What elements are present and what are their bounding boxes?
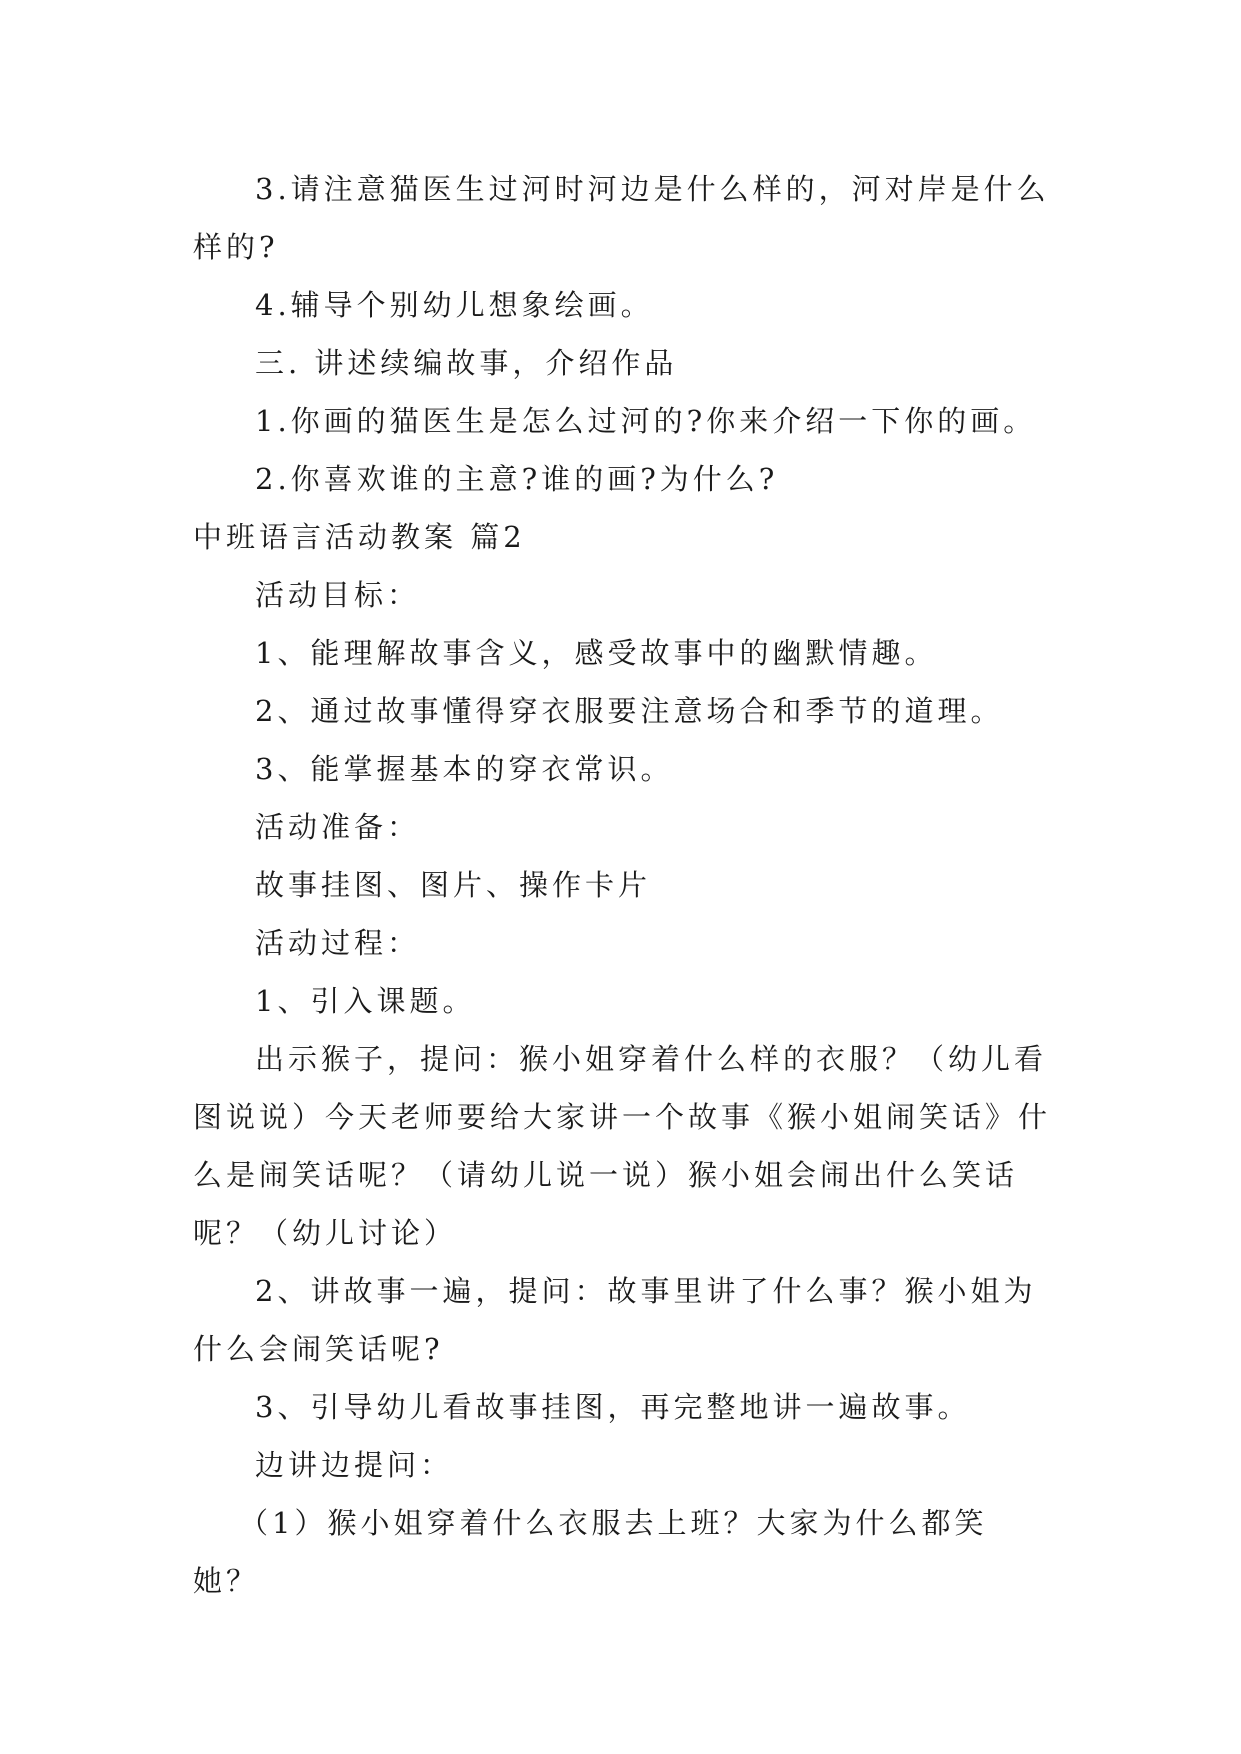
paragraph-question-2: 2.你喜欢谁的主意?谁的画?为什么? bbox=[255, 462, 779, 496]
goal-item-2: 2、通过故事懂得穿衣服要注意场合和季节的道理。 bbox=[255, 694, 1004, 728]
heading-activity-preparation: 活动准备： bbox=[255, 810, 421, 844]
goal-item-1: 1、能理解故事含义，感受故事中的幽默情趣。 bbox=[255, 636, 938, 670]
process-step-1: 1、引入课题。 bbox=[255, 984, 476, 1018]
preparation-materials: 故事挂图、图片、操作卡片 bbox=[255, 868, 652, 902]
paragraph-question-1: 1.你画的猫医生是怎么过河的?你来介绍一下你的画。 bbox=[255, 404, 1037, 438]
lesson-title: 中班语言活动教案 篇2 bbox=[193, 520, 526, 554]
document-body bbox=[193, 160, 1053, 1610]
question-item-1: （1）猴小姐穿着什么衣服去上班？大家为什么都笑她？ bbox=[193, 1506, 988, 1598]
paragraph-step-4: 4.辅导个别幼儿想象绘画。 bbox=[255, 288, 654, 322]
section-heading-three: 三. 讲述续编故事，介绍作品 bbox=[255, 346, 678, 380]
process-step-2: 2、讲故事一遍，提问：故事里讲了什么事？猴小姐为什么会闹笑话呢? bbox=[193, 1274, 1037, 1366]
questioning-heading: 边讲边提问： bbox=[255, 1448, 454, 1482]
heading-activity-process: 活动过程： bbox=[255, 926, 421, 960]
process-step-3: 3、引导幼儿看故事挂图，再完整地讲一遍故事。 bbox=[255, 1390, 971, 1424]
paragraph-step-3: 3.请注意猫医生过河时河边是什么样的，河对岸是什么样的? bbox=[193, 172, 1050, 264]
process-step-1-detail: 出示猴子，提问：猴小姐穿着什么样的衣服？（幼儿看图说说）今天老师要给大家讲一个故事《猴小姐闹笑话》什么是闹笑话呢？（请幼儿说一说）猴小姐会闹出什么笑话呢？（幼儿讨论） bbox=[193, 1042, 1052, 1250]
heading-activity-goals: 活动目标： bbox=[255, 578, 421, 612]
goal-item-3: 3、能掌握基本的穿衣常识。 bbox=[255, 752, 674, 786]
